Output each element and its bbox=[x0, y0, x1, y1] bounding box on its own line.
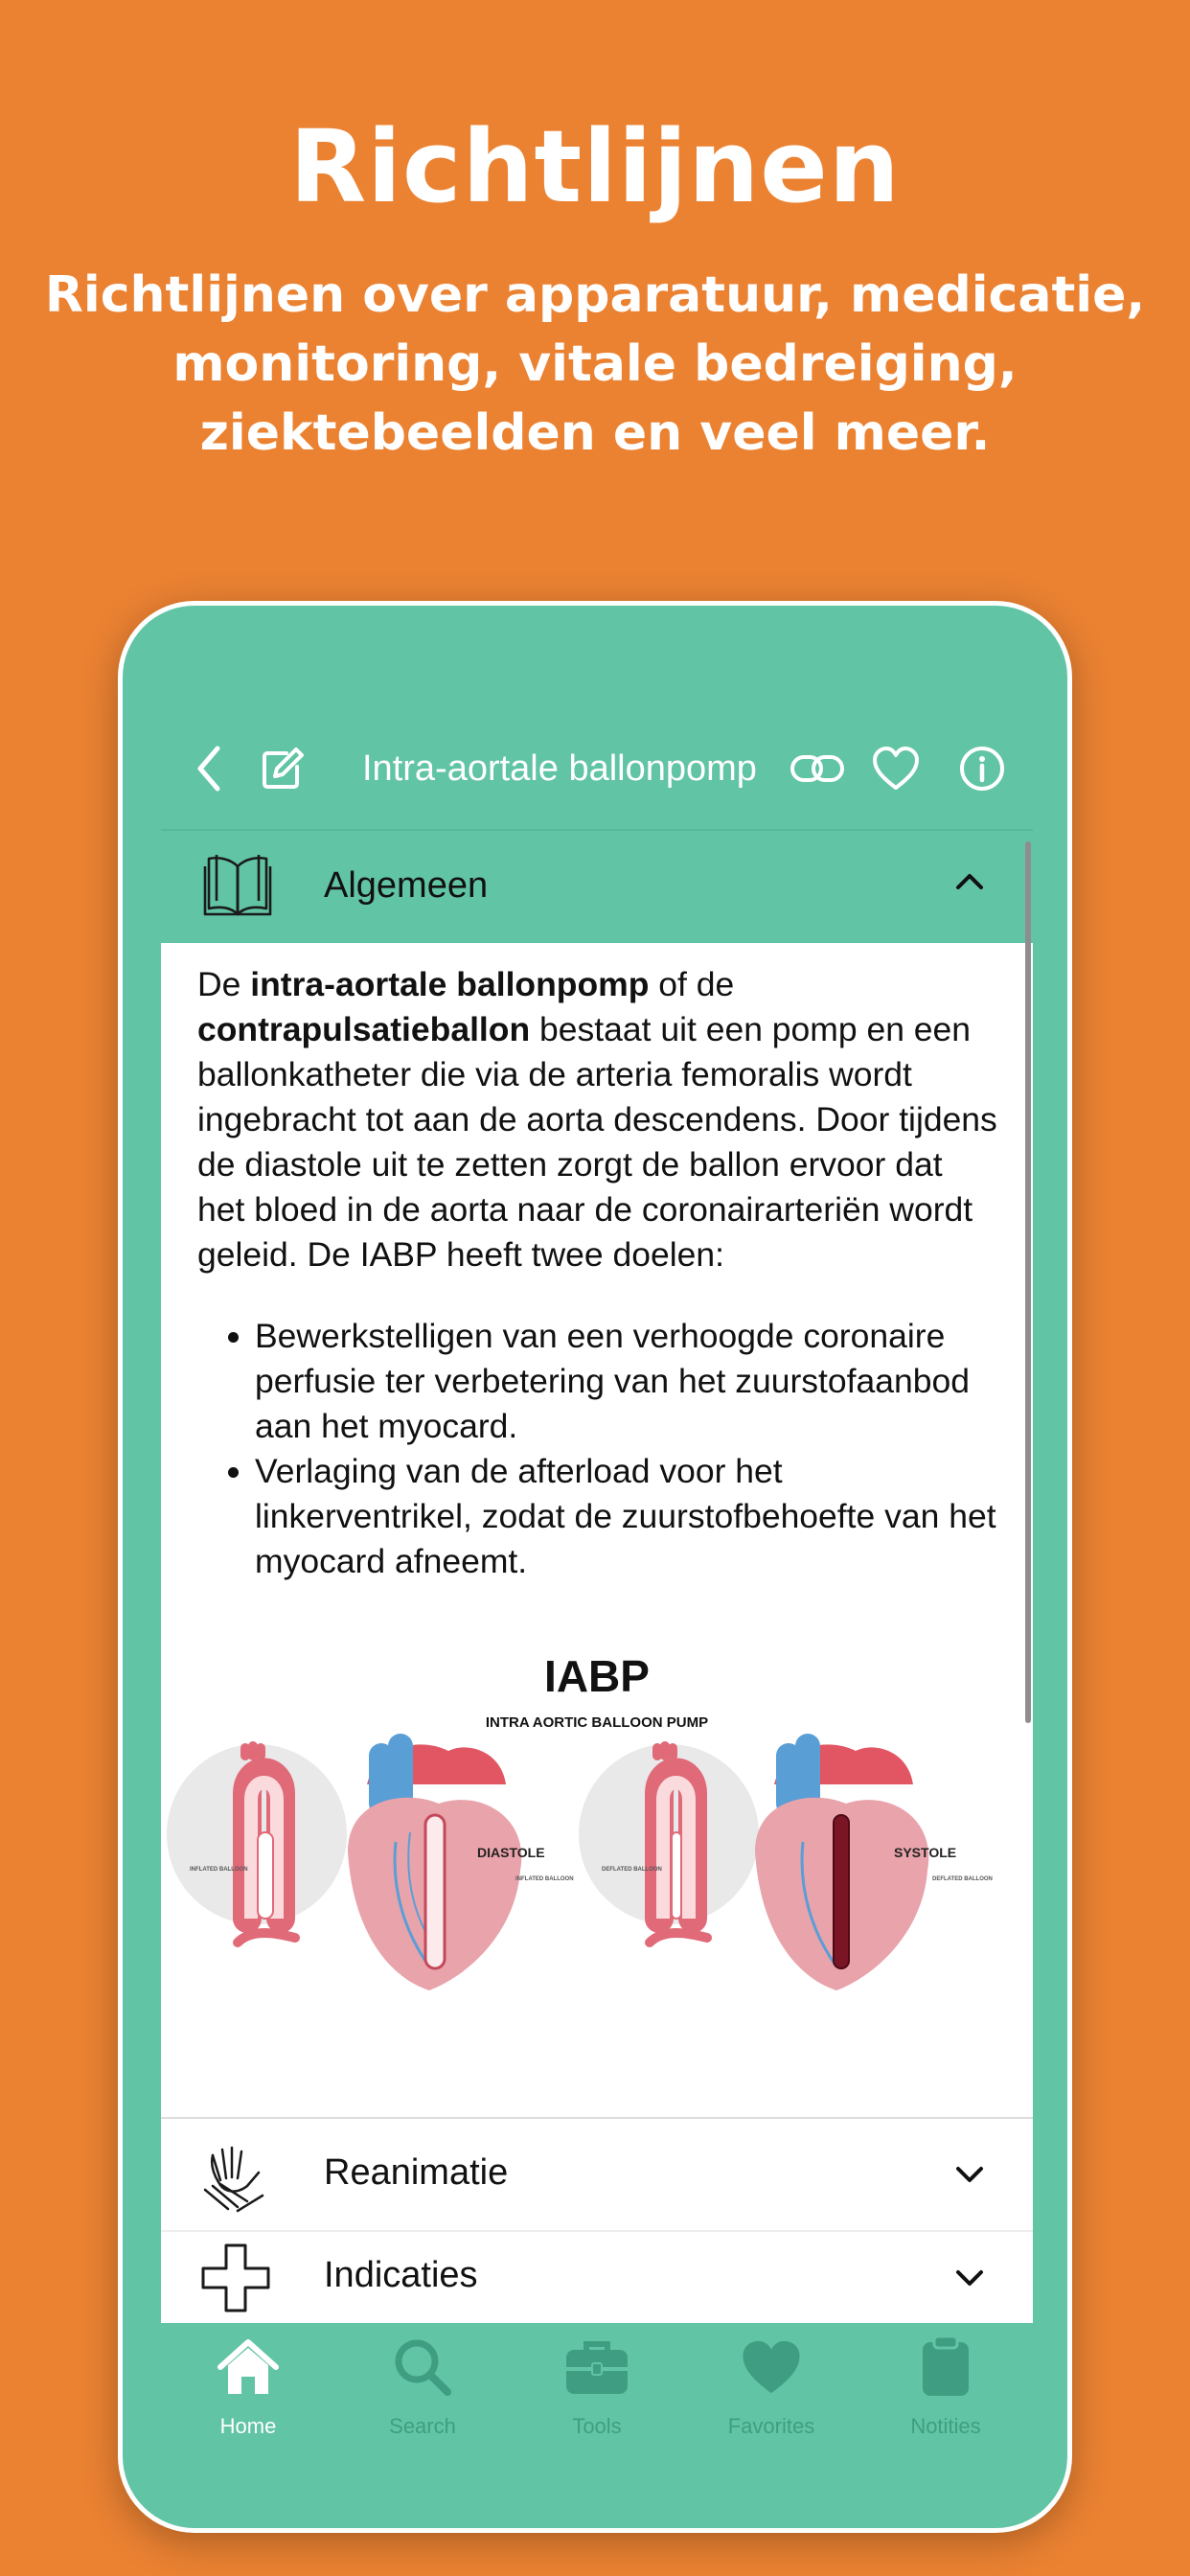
scrollbar[interactable] bbox=[1025, 841, 1031, 1723]
section-label: Reanimatie bbox=[324, 2152, 509, 2193]
phase-label: DIASTOLE bbox=[477, 1845, 545, 1860]
promo-subtitle bbox=[38, 261, 1152, 468]
figure-title: IABP bbox=[544, 1651, 650, 1701]
tab-label: Tools bbox=[572, 2414, 622, 2438]
tab-label: Favorites bbox=[727, 2414, 815, 2438]
back-button[interactable] bbox=[180, 740, 238, 797]
section-label: Indicaties bbox=[324, 2255, 478, 2295]
phone-frame bbox=[118, 601, 1072, 2533]
briefcase-icon bbox=[563, 2336, 630, 2398]
page-title: Intra-aortale ballonpomp bbox=[362, 748, 757, 789]
clipboard-icon bbox=[919, 2334, 973, 2398]
info-button[interactable] bbox=[951, 738, 1013, 799]
edit-note-button[interactable] bbox=[252, 738, 313, 799]
iabp-figure bbox=[161, 1652, 1033, 2016]
tab-label: Notities bbox=[910, 2414, 981, 2438]
search-icon bbox=[392, 2336, 453, 2398]
edit-note-icon bbox=[258, 744, 308, 794]
back-chevron-icon bbox=[193, 745, 225, 793]
home-icon bbox=[215, 2336, 282, 2398]
goals-list bbox=[197, 1314, 998, 1584]
cpr-hands-icon bbox=[199, 2142, 266, 2219]
tab-tools[interactable] bbox=[510, 2323, 684, 2457]
section-content-algemeen bbox=[161, 943, 1033, 2117]
section-header-reanimatie[interactable] bbox=[161, 2119, 1033, 2230]
tab-label: Home bbox=[219, 2414, 277, 2438]
balloon-label: INFLATED BALLOON bbox=[515, 1876, 574, 1882]
promo-subtitle-line: monitoring, vitale bedreiging, bbox=[172, 335, 1018, 393]
intro-paragraph: De intra-aortale ballonpomp of de contrapulsatieballon bestaat uit een pomp en een ballonkatheter die via de arteria femoralis wordt ingebracht tot aan de aorta descendens. Door tijdens de diastole uit te zetten zorgt de ballon ervoor dat het bloed in de aorta naar de coronairarteriën wordt geleid. De IABP heeft twee doelen: bbox=[197, 965, 997, 1274]
favorite-button[interactable] bbox=[865, 738, 927, 799]
tab-favorites[interactable] bbox=[684, 2323, 858, 2457]
link-button[interactable] bbox=[784, 740, 851, 797]
balloon-label: DEFLATED BALLOON bbox=[602, 1867, 662, 1873]
balloon-label: DEFLATED BALLOON bbox=[932, 1876, 993, 1882]
section-header-algemeen[interactable] bbox=[161, 832, 1033, 943]
tab-label: Search bbox=[389, 2414, 456, 2438]
section-label: Algemeen bbox=[324, 865, 489, 906]
balloon-label: INFLATED BALLOON bbox=[190, 1867, 248, 1873]
heart-outline-icon bbox=[871, 746, 921, 792]
chevron-down-icon bbox=[954, 2268, 985, 2291]
figure-subtitle: INTRA AORTIC BALLOON PUMP bbox=[485, 1714, 709, 1731]
heart-icon bbox=[741, 2338, 802, 2396]
promo-subtitle-line: Richtlijnen over apparatuur, medicatie, bbox=[44, 266, 1146, 324]
tab-home[interactable] bbox=[161, 2323, 335, 2457]
info-icon bbox=[958, 745, 1006, 793]
plus-outline-icon bbox=[199, 2242, 272, 2318]
header-separator bbox=[161, 829, 1033, 831]
link-icon bbox=[789, 749, 846, 788]
section-header-indicaties[interactable] bbox=[161, 2232, 1033, 2323]
promo-subtitle-line: ziektebeelden en veel meer. bbox=[199, 404, 991, 462]
chevron-down-icon bbox=[954, 2165, 985, 2188]
list-item: • Verlaging van de afterload voor het linkerventrikel, zodat de zuurstofbehoefte van het myocard afneemt. bbox=[255, 1449, 998, 1584]
book-icon bbox=[199, 851, 276, 928]
promo-title: Richtlijnen bbox=[289, 108, 901, 225]
chevron-up-icon bbox=[954, 872, 985, 895]
tab-bar bbox=[161, 2323, 1033, 2457]
phase-label: SYSTOLE bbox=[894, 1845, 957, 1860]
tab-search[interactable] bbox=[335, 2323, 510, 2457]
list-item: • Bewerkstelligen van een verhoogde coronaire perfusie ter verbetering van het zuurstofaanbod aan het myocard. bbox=[255, 1314, 998, 1449]
iabp-illustration bbox=[161, 1727, 1033, 2014]
tab-notities[interactable] bbox=[858, 2323, 1033, 2457]
